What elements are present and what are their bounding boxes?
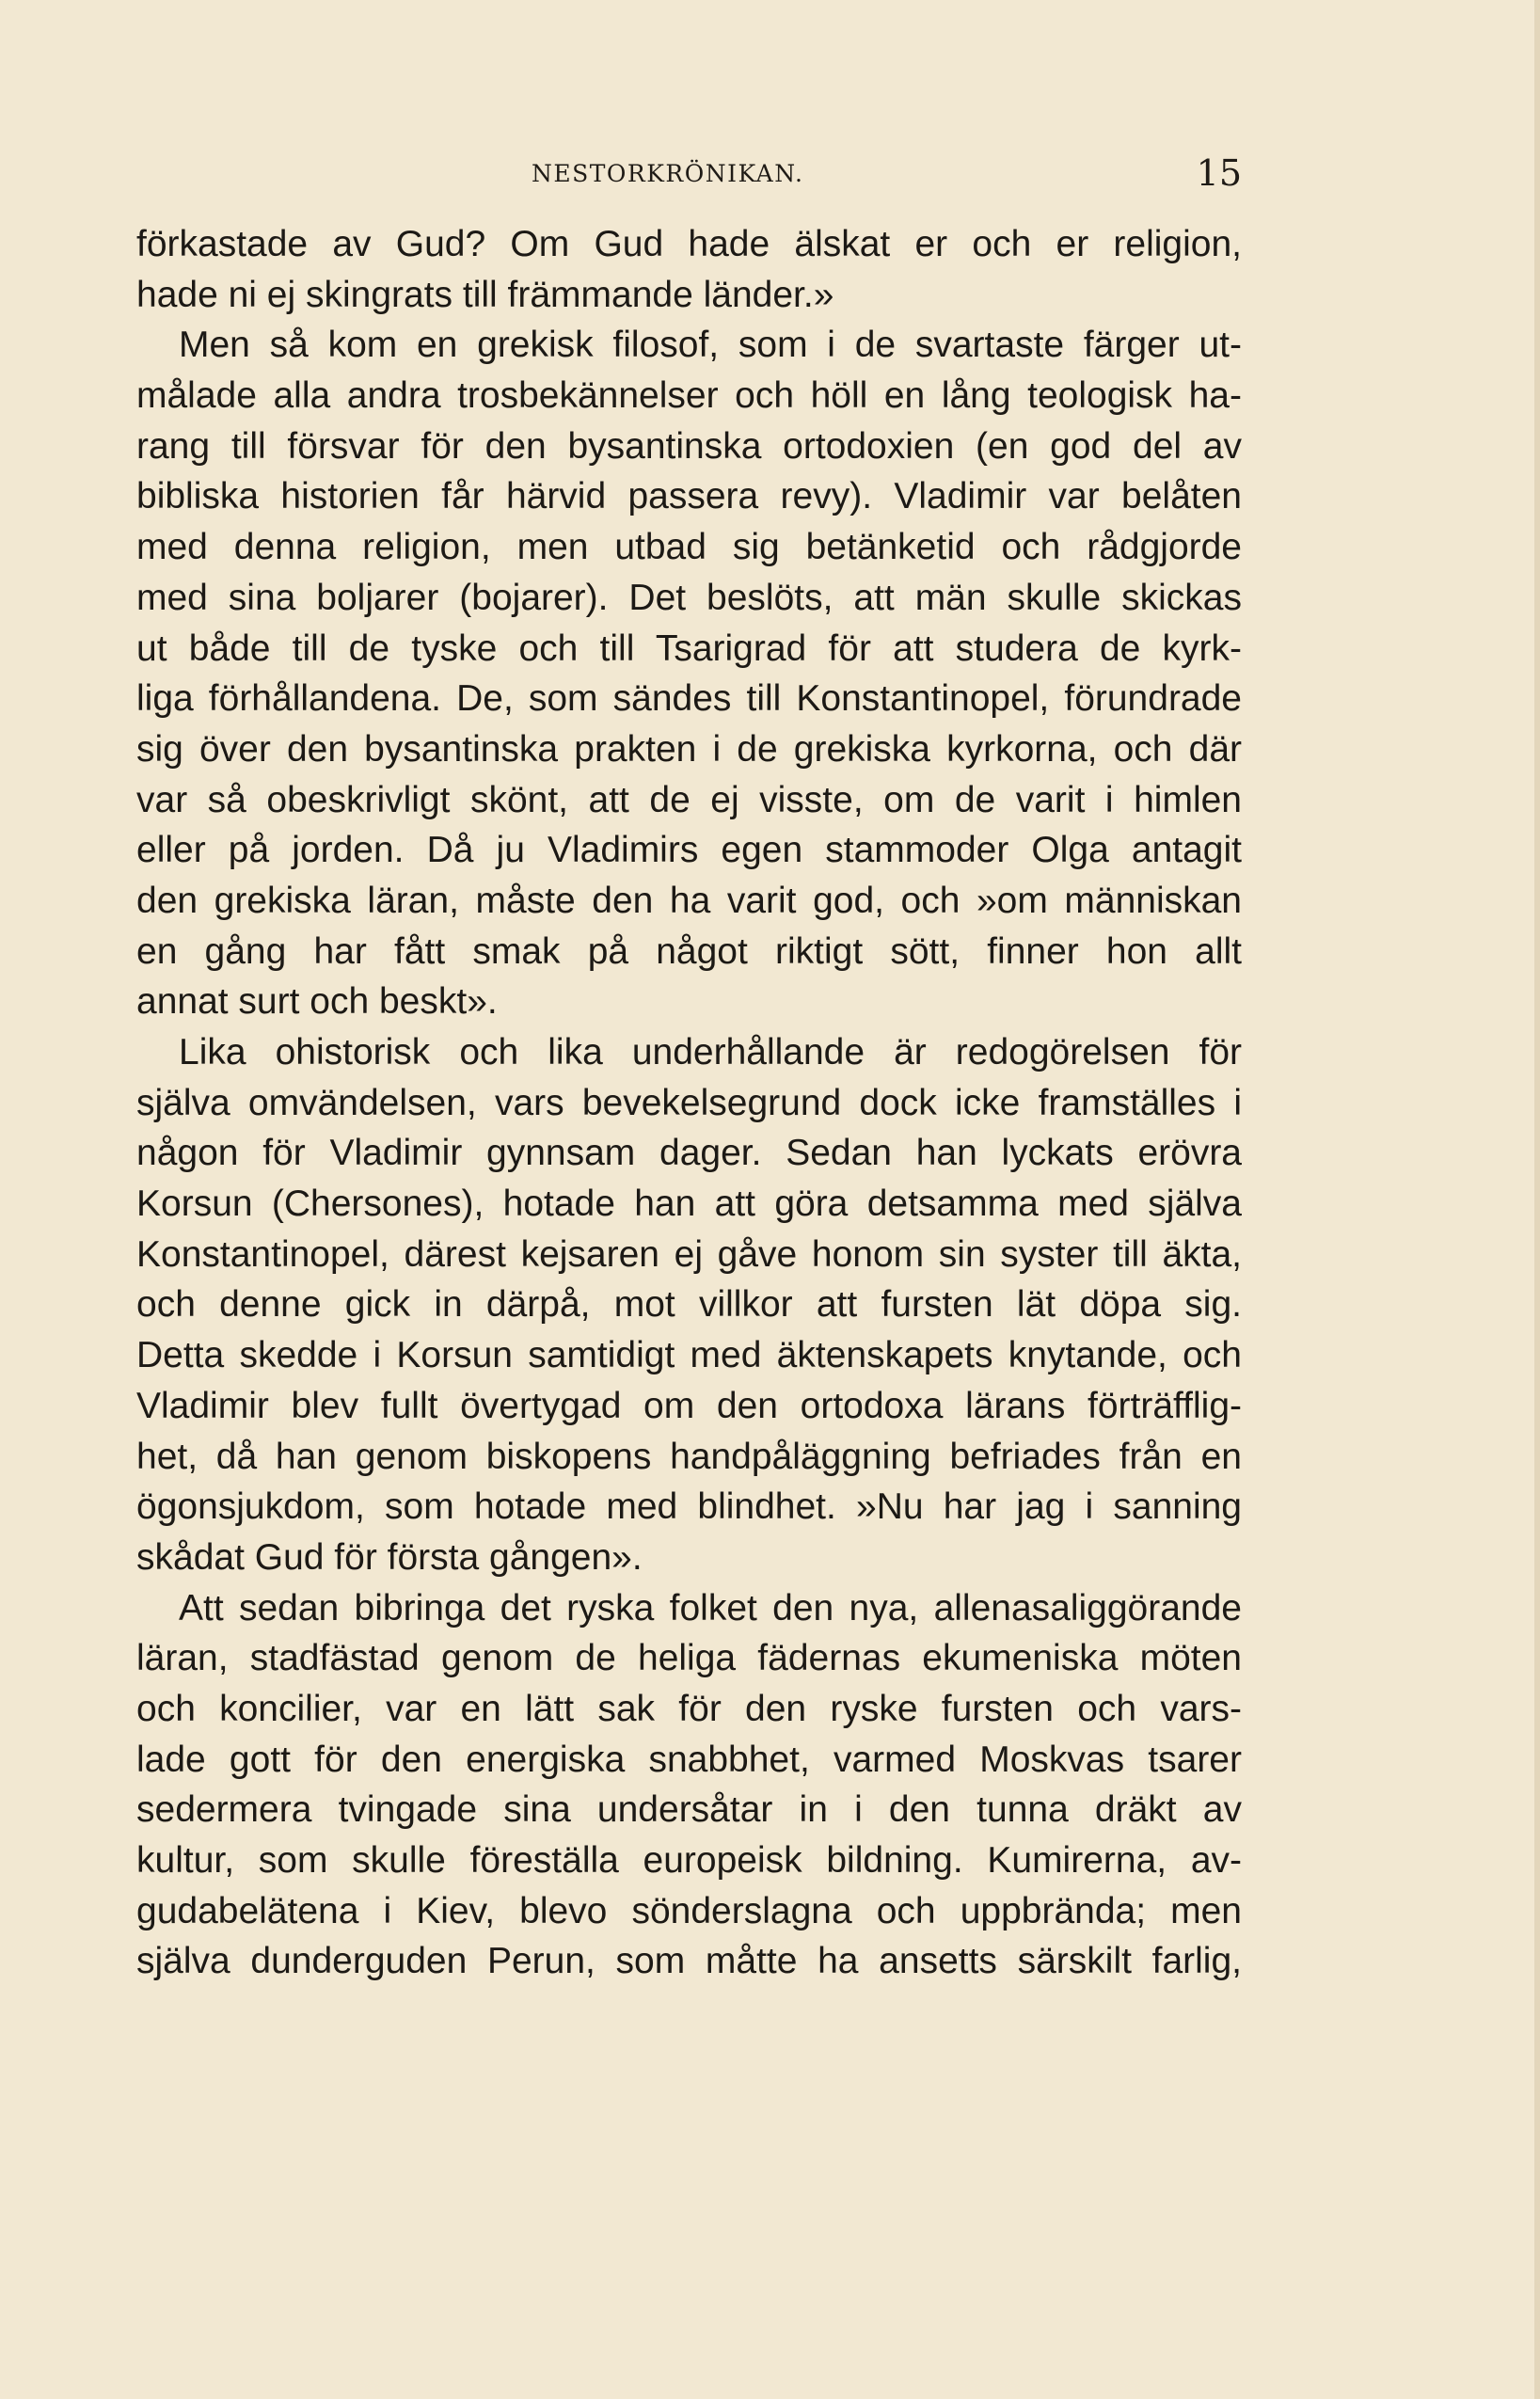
text-line: och koncilier, var en lätt sak för den ryske fursten och vars- bbox=[136, 1688, 1242, 1729]
text-line: lade gott för den energiska snabbhet, varmed Moskvas tsarer bbox=[136, 1739, 1242, 1780]
text-line: Detta skedde i Korsun samtidigt med äktenskapets knytande, och bbox=[136, 1335, 1242, 1376]
text-line: målade alla andra trosbekännelser och höll en lång teologisk ha- bbox=[136, 375, 1242, 417]
text-line: annat surt och beskt». bbox=[136, 981, 498, 1023]
text-line: och denne gick in därpå, mot villkor att fursten lät döpa sig. bbox=[136, 1284, 1242, 1326]
text-line: eller på jorden. Då ju Vladimirs egen stammoder Olga antagit bbox=[136, 830, 1242, 871]
text-line: skådat Gud för första gången». bbox=[136, 1536, 643, 1578]
text-line: Korsun (Chersones), hotade han att göra detsamma med själva bbox=[136, 1184, 1242, 1225]
text-line: en gång har fått smak på något riktigt sött, finner hon allt bbox=[136, 930, 1242, 972]
page-number: 15 bbox=[1196, 152, 1242, 194]
text-line: Vladimir blev fullt övertygad om den ortodoxa lärans förträfflig- bbox=[136, 1385, 1242, 1426]
body-text bbox=[136, 219, 1242, 2044]
text-line: rang till försvar för den bysantinska ortodoxien (en god del av bbox=[136, 425, 1242, 467]
text-line: gudabelätena i Kiev, blevo sönderslagna och uppbrända; men bbox=[136, 1890, 1242, 1931]
running-title: NESTORKRÖNIKAN. bbox=[532, 160, 804, 187]
text-line: ögonsjukdom, som hotade med blindhet. »Nu har jag i sanning bbox=[136, 1486, 1242, 1528]
running-head bbox=[136, 152, 1242, 199]
page-edge bbox=[1534, 0, 1540, 2399]
text-line: Att sedan bibringa det ryska folket den nya, allenasaliggörande bbox=[179, 1587, 1242, 1628]
text-line: förkastade av Gud? Om Gud hade älskat er och er religion, bbox=[136, 224, 1242, 264]
text-line: läran, stadfästad genom de heliga fädernas ekumeniska möten bbox=[136, 1638, 1242, 1679]
text-line: Konstantinopel, därest kejsaren ej gåve honom sin syster till äkta, bbox=[136, 1233, 1242, 1275]
text-line: var så obeskrivligt skönt, att de ej visste, om de varit i himlen bbox=[136, 779, 1242, 820]
text-line: med denna religion, men utbad sig betänketid och rådgjorde bbox=[136, 527, 1242, 568]
text-line: den grekiska läran, måste den ha varit god, och »om människan bbox=[136, 880, 1242, 921]
text-line: Lika ohistorisk och lika underhållande är redogörelsen för bbox=[179, 1032, 1242, 1072]
text-line: själva omvändelsen, vars bevekelsegrund dock icke framställes i bbox=[136, 1082, 1242, 1123]
text-line: med sina boljarer (bojarer). Det beslöts, att män skulle skickas bbox=[136, 577, 1242, 618]
text-line: själva dunderguden Perun, som måtte ha ansetts särskilt farlig, bbox=[136, 1941, 1242, 1982]
text-line: kultur, som skulle föreställa europeisk bildning. Kumirerna, av- bbox=[136, 1840, 1242, 1881]
text-line: hade ni ej skingrats till främmande länder.» bbox=[136, 274, 834, 315]
text-line: liga förhållandena. De, som sändes till Konstantinopel, förundrade bbox=[136, 678, 1242, 720]
text-line: bibliska historien får härvid passera revy). Vladimir var belåten bbox=[136, 476, 1242, 517]
text-line: någon för Vladimir gynnsam dager. Sedan han lyckats erövra bbox=[136, 1133, 1242, 1174]
text-line: Men så kom en grekisk filosof, som i de svartaste färger ut- bbox=[179, 325, 1242, 366]
text-line: sig över den bysantinska prakten i de grekiska kyrkorna, och där bbox=[136, 728, 1242, 770]
text-line: het, då han genom biskopens handpåläggning befriades från en bbox=[136, 1436, 1242, 1477]
text-line: sedermera tvingade sina undersåtar in i den tunna dräkt av bbox=[136, 1789, 1242, 1831]
text-line: ut både till de tyske och till Tsarigrad för att studera de kyrk- bbox=[136, 628, 1242, 669]
